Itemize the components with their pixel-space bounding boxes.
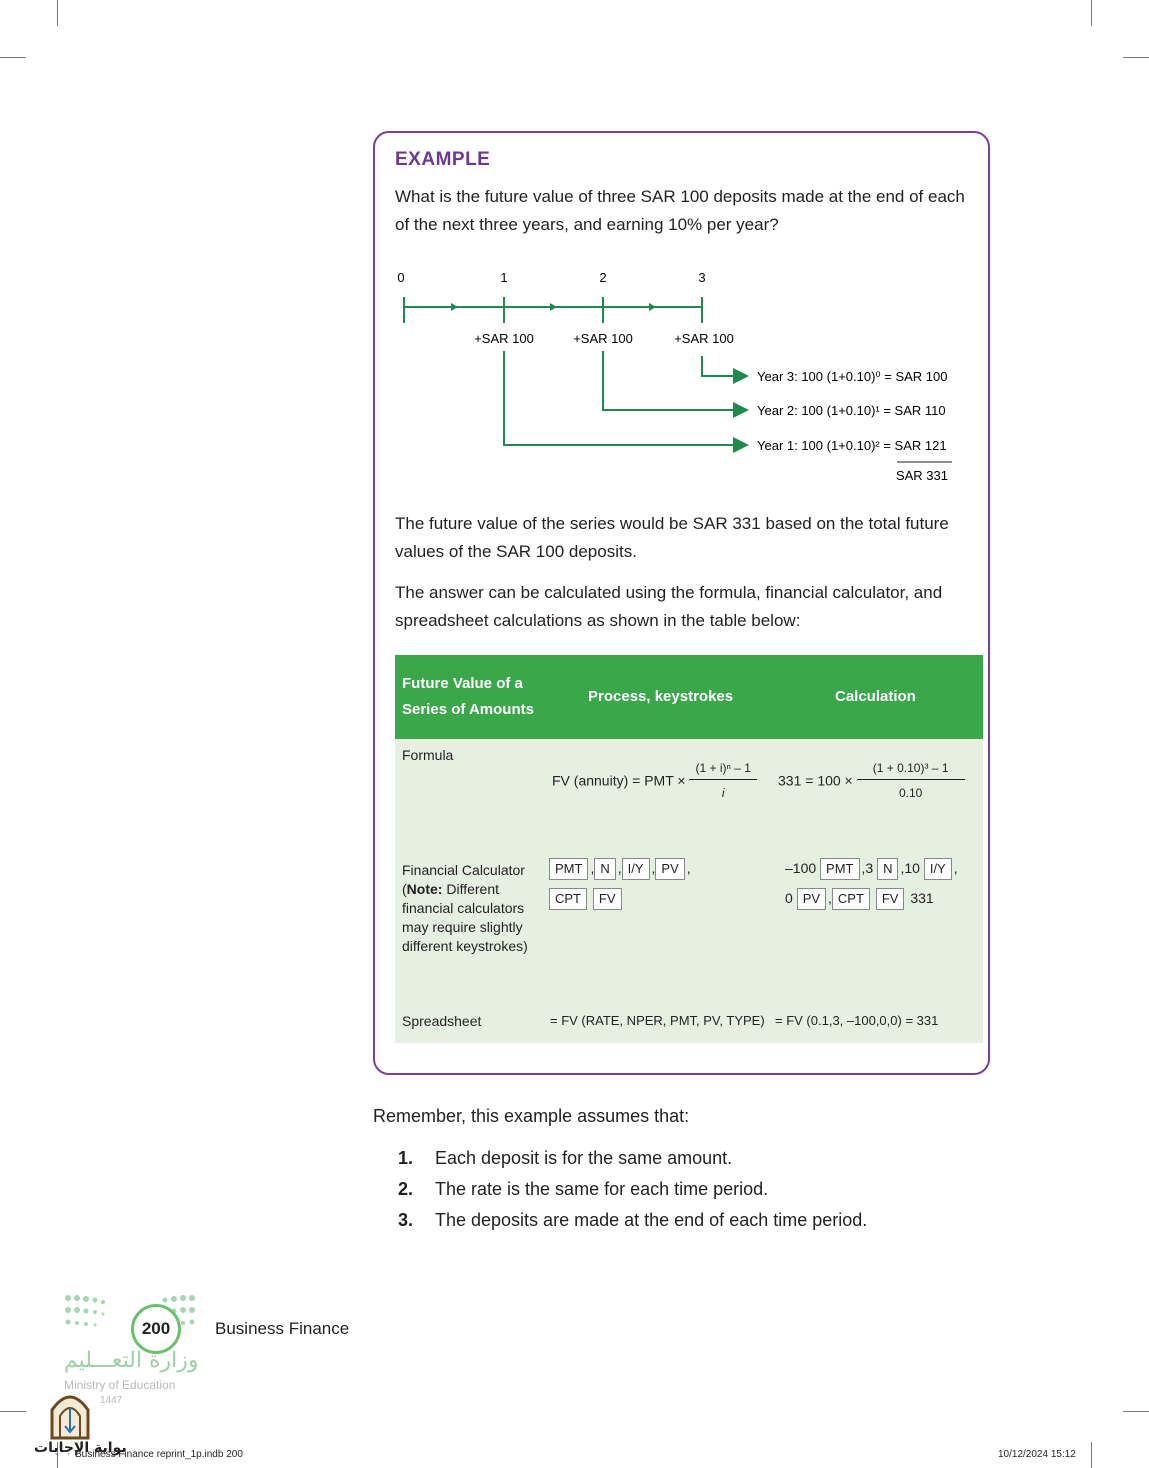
- header-col-1: [402, 671, 534, 723]
- deposit-label-2: +SAR 100: [573, 331, 633, 346]
- table-header: [395, 655, 983, 739]
- print-timestamp: 10/12/2024 15:12: [998, 1449, 1076, 1460]
- footer-book-title: Business Finance: [215, 1319, 350, 1338]
- crop-mark: [1123, 57, 1149, 58]
- calc-value: 3: [865, 860, 874, 876]
- formula-process-fraction: [689, 761, 756, 800]
- period-label-3: 3: [698, 270, 706, 285]
- calc-value: –100: [785, 860, 817, 876]
- list-text: The deposits are made at the end of each time period.: [435, 1210, 868, 1230]
- future-value-row-year3: Year 3: 100 (1+0.10)⁰ = SAR 100: [757, 369, 948, 384]
- deposit-label-3: +SAR 100: [674, 331, 734, 346]
- list-text: Each deposit is for the same amount.: [435, 1148, 733, 1168]
- row-label-calculator: [402, 861, 542, 956]
- key-iy: I/Y: [924, 858, 952, 880]
- future-value-row-year1: Year 1: 100 (1+0.10)² = SAR 121: [757, 438, 947, 453]
- deposit-label-1: +SAR 100: [474, 331, 534, 346]
- formula-calc-numerator: (1 + 0.10)³ – 1: [857, 761, 965, 780]
- calculator-calc-row2: 0 PV , CPT FV 331: [785, 888, 958, 910]
- formula-process-denominator: i: [721, 786, 725, 800]
- key-cpt: CPT: [832, 888, 870, 910]
- formula-calc-fraction: [857, 761, 965, 800]
- calculator-keys-row2: [549, 888, 691, 910]
- calculator-calculation: [785, 858, 958, 910]
- watermark-logo-icon: [48, 1388, 92, 1440]
- list-number: 2.: [398, 1179, 414, 1199]
- calculator-label: Financial Calculator: [402, 862, 525, 878]
- calc-result: 331: [910, 890, 934, 906]
- footer-year: 1447: [100, 1395, 123, 1406]
- method-paragraph: The answer can be calculated using the formula, financial calculator, and spreadsheet calculations as shown in the table below:: [395, 583, 943, 630]
- formula-process-prefix: FV (annuity) = PMT ×: [552, 772, 686, 789]
- formula-calc-prefix: 331 = 100 ×: [778, 772, 853, 789]
- crop-mark: [0, 57, 26, 58]
- page-number: 200: [131, 1304, 181, 1354]
- key-n: N: [594, 858, 615, 880]
- example-question: What is the future value of three SAR 100 deposits made at the end of each of the next three years, and earning 10% per year?: [395, 187, 965, 234]
- key-fv: FV: [593, 888, 622, 910]
- key-cpt: CPT: [549, 888, 587, 910]
- note-rest: Different financial calculators may require slightly different keystrokes): [402, 881, 528, 954]
- remember-intro: Remember, this example assumes that:: [373, 1106, 690, 1126]
- period-label-0: 0: [397, 270, 405, 285]
- calc-value: 10: [904, 860, 920, 876]
- axis-arrowhead: [550, 303, 557, 311]
- formula-calc-denominator: 0.10: [898, 786, 923, 800]
- crop-mark: [1091, 1442, 1092, 1468]
- formula-process-numerator: (1 + i)ⁿ – 1: [689, 761, 756, 780]
- calculator-note: [402, 880, 542, 956]
- crop-mark: [1091, 0, 1092, 26]
- key-pmt: PMT: [820, 858, 859, 880]
- future-value-row-year2: Year 2: 100 (1+0.10)¹ = SAR 110: [757, 403, 946, 418]
- note-bold: Note:: [406, 881, 443, 897]
- axis-arrowhead: [649, 303, 656, 311]
- flow-arrow-year1: [504, 351, 747, 445]
- calculator-keys-row1: PMT , N , I/Y , PV ,: [549, 858, 691, 880]
- row-label-formula: Formula: [402, 747, 454, 763]
- result-paragraph: The future value of the series would be SAR 331 based on the total future values of the SAR 100 deposits.: [395, 514, 949, 561]
- crop-mark: [1123, 1411, 1149, 1412]
- flow-arrow-year3: [702, 356, 747, 376]
- header-col-3: Calculation: [835, 688, 916, 705]
- spreadsheet-process: = FV (RATE, NPER, PMT, PV, TYPE): [550, 1013, 765, 1028]
- note-open: (: [402, 881, 407, 897]
- example-title: EXAMPLE: [395, 149, 491, 170]
- spreadsheet-calculation: = FV (0.1,3, –100,0,0) = 331: [775, 1013, 939, 1028]
- key-n: N: [877, 858, 898, 880]
- calc-value: 0: [785, 890, 793, 906]
- crop-mark: [0, 1411, 26, 1412]
- key-pv: PV: [797, 888, 826, 910]
- example-box: [373, 131, 990, 1075]
- crop-mark: [57, 0, 58, 26]
- total-value: SAR 331: [895, 468, 948, 483]
- key-pv: PV: [655, 858, 684, 880]
- calculation-table: [395, 655, 983, 1043]
- key-iy: I/Y: [622, 858, 650, 880]
- header-col-1-line2: Series of Amounts: [402, 701, 534, 718]
- formula-calculation: [778, 761, 965, 800]
- list-number: 1.: [398, 1148, 414, 1168]
- watermark-text: بوابة الإجابات: [34, 1440, 127, 1456]
- axis-arrowhead: [451, 303, 458, 311]
- period-label-2: 2: [599, 270, 607, 285]
- formula-process: [552, 761, 757, 800]
- key-fv: FV: [876, 888, 905, 910]
- ministry-name-english: Ministry of Education: [64, 1378, 176, 1392]
- header-col-2: Process, keystrokes: [588, 688, 734, 705]
- header-col-1-line1: Future Value of a: [402, 675, 523, 692]
- row-label-spreadsheet: Spreadsheet: [402, 1013, 482, 1029]
- key-pmt: PMT: [549, 858, 588, 880]
- list-number: 3.: [398, 1210, 414, 1230]
- timeline-diagram: [375, 253, 990, 493]
- calculator-calc-row1: –100 PMT ,3 N ,10 I/Y ,: [785, 858, 958, 880]
- file-info: Business Finance reprint_1p.indb 200: [75, 1449, 243, 1460]
- calculator-process: [549, 858, 691, 910]
- period-label-1: 1: [500, 270, 508, 285]
- flow-arrow-year2: [603, 351, 747, 410]
- ministry-name-arabic: وزارة التعـــليم: [64, 1348, 199, 1373]
- list-text: The rate is the same for each time period.: [435, 1179, 769, 1199]
